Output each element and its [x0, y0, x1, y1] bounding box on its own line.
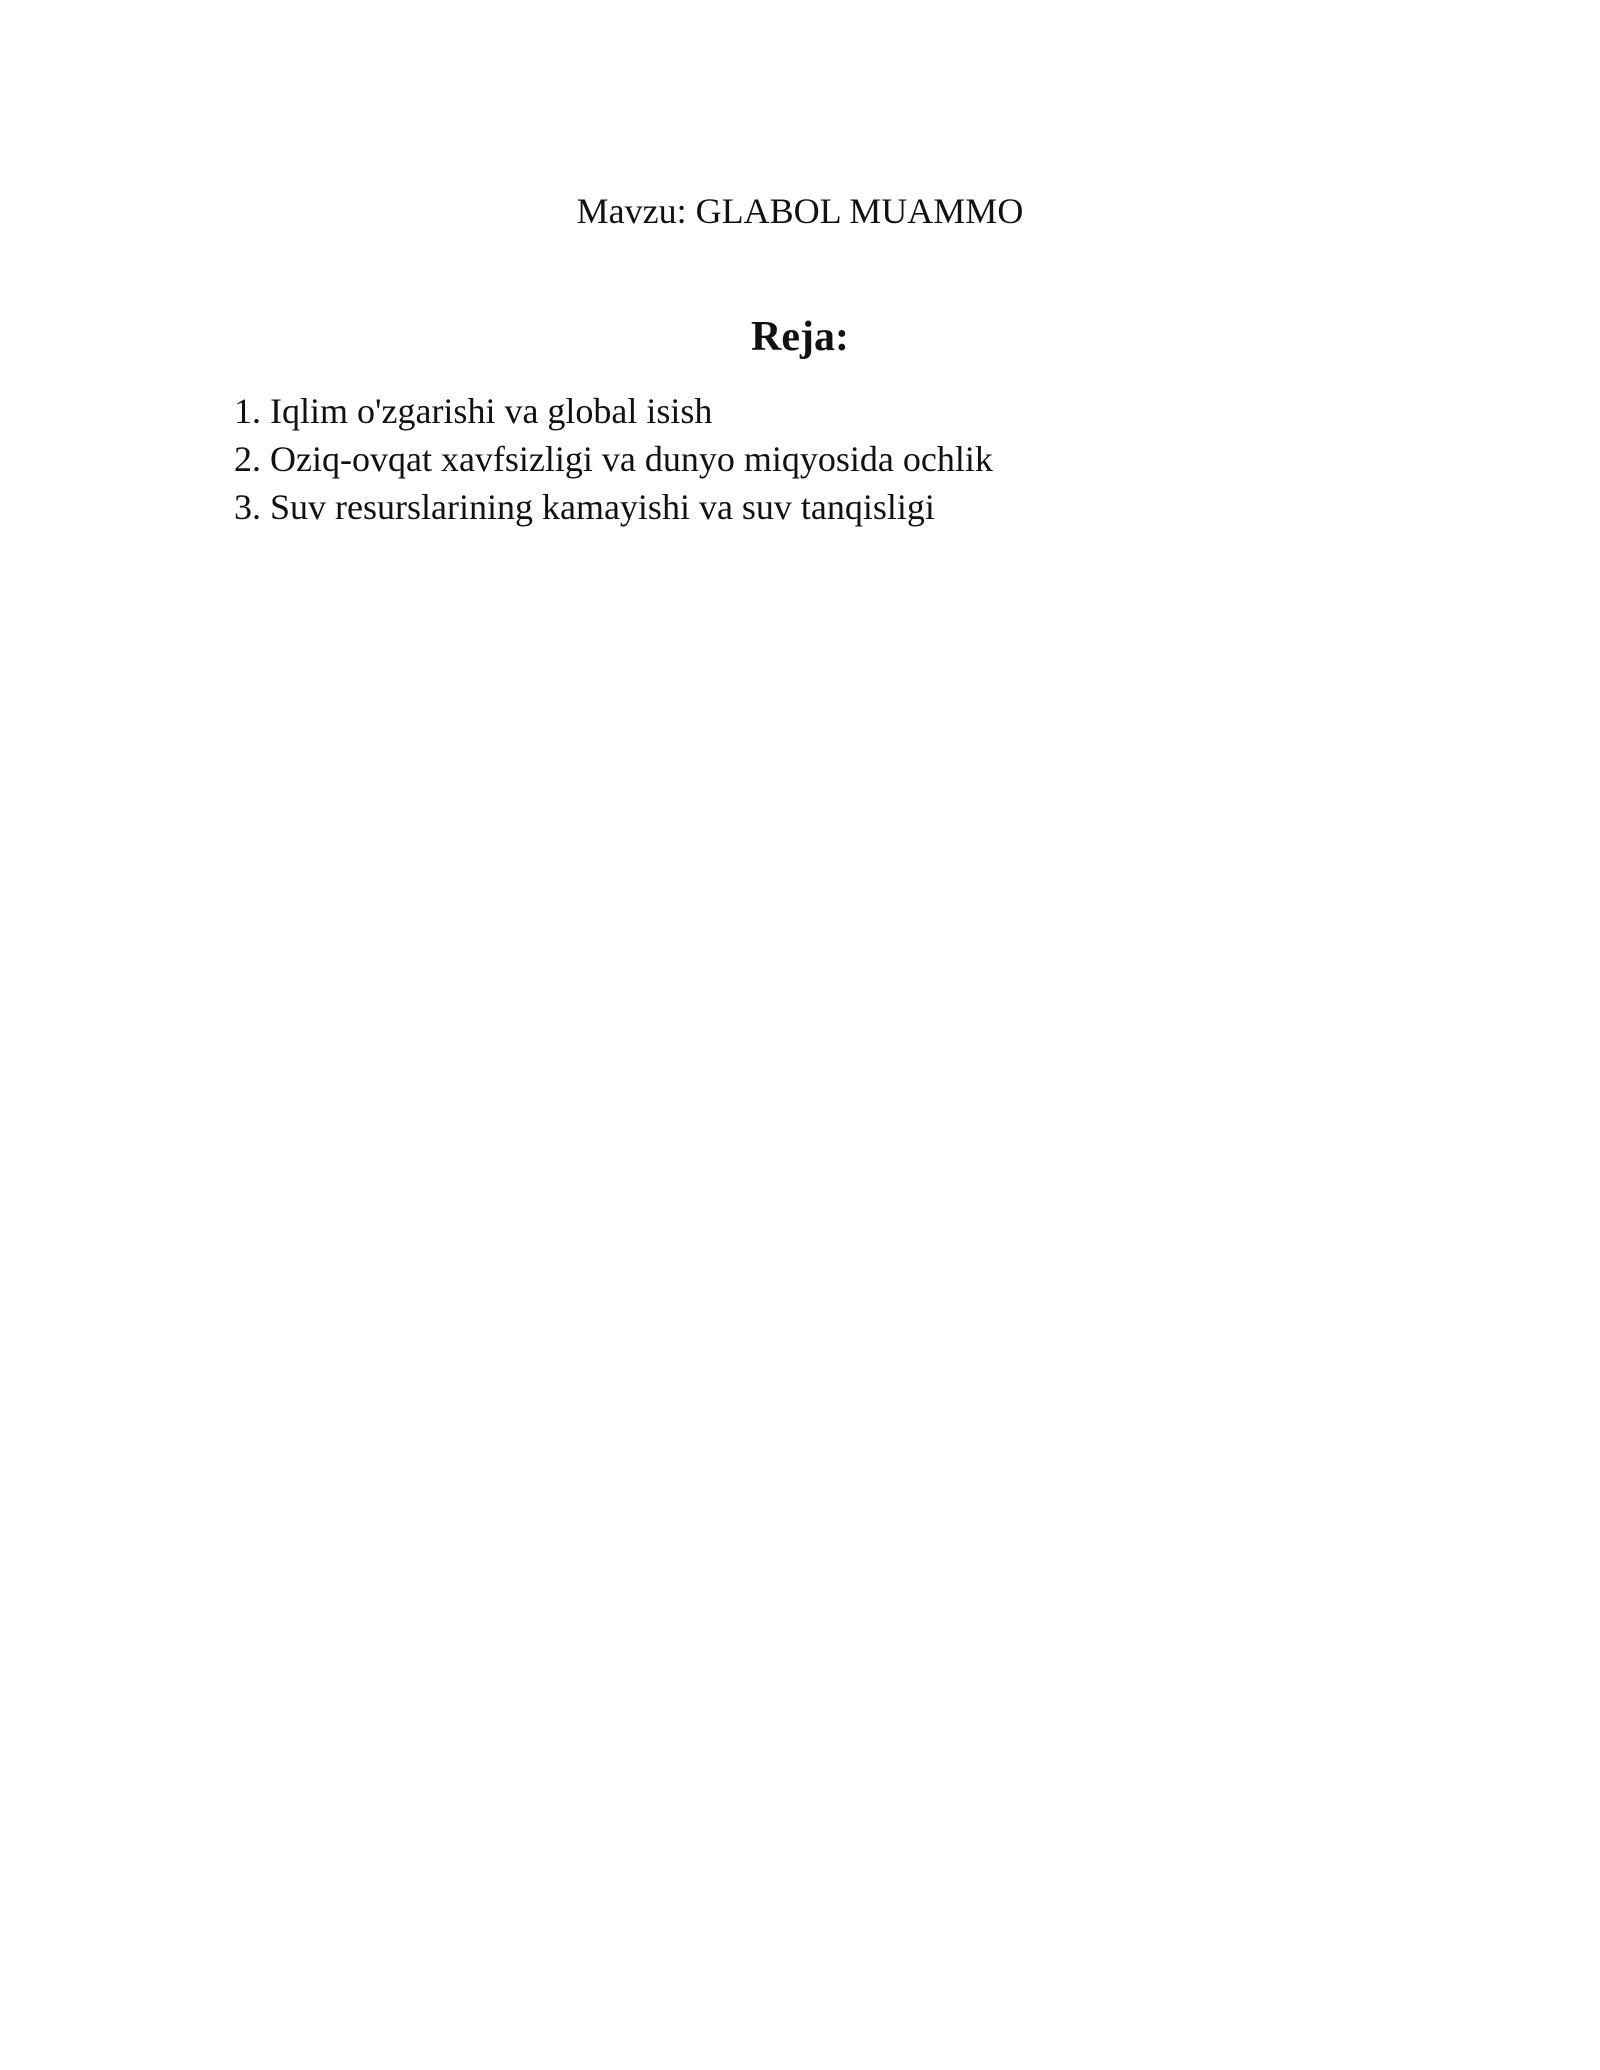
plan-item: 2. Oziq-ovqat xavfsizligi va dunyo miqyosida ochlik — [234, 439, 993, 479]
plan-item: 1. Iqlim o'zgarishi va global isish — [234, 391, 713, 431]
plan-list — [234, 387, 1434, 531]
document-topic: Mavzu: GLABOL MUAMMO — [576, 191, 1024, 231]
plan-item: 3. Suv resurslarining kamayishi va suv tanqisligi — [234, 487, 935, 527]
plan-heading: Reja: — [751, 314, 849, 360]
